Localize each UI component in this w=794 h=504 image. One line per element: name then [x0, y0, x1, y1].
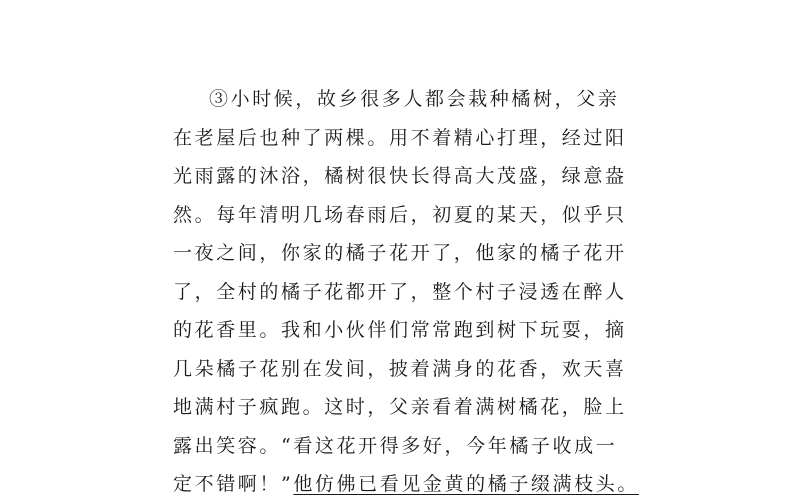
passage-line-10: 露出笑容。“看这花开得多好，今年橘子收成一 — [173, 434, 618, 457]
passage-line-4: 然。每年清明几场春雨后，初夏的某天，似乎只 — [173, 203, 627, 226]
passage-line-9: 地满村子疯跑。这时，父亲看着满树橘花，脸上 — [173, 396, 627, 418]
passage-line-6: 了，全村的橘子花都开了，整个村子浸透在醉人 — [173, 280, 627, 303]
passage-line-2: 在老屋后也种了两棵。用不着精心打理，经过阳 — [173, 126, 627, 149]
passage-line-1: ③小时候，故乡很多人都会栽种橘树，父亲 — [209, 88, 620, 110]
passage-line-7: 的花香里。我和小伙伴们常常跑到树下玩耍，摘 — [173, 319, 627, 341]
passage-line-3: 光雨露的沐浴，橘树很快长得高大茂盛，绿意盎 — [173, 165, 627, 187]
passage-line-11 — [173, 465, 639, 504]
passage-line-11-text: 定不错啊！” — [173, 473, 294, 495]
passage-line-8: 几朵橘子花别在发间，披着满身的花香，欢天喜 — [173, 357, 627, 380]
passage-paragraph-3 — [173, 80, 639, 504]
passage-line-5: 一夜之间，你家的橘子花开了，他家的橘子花开 — [173, 242, 627, 264]
underlined-sentence: 他仿佛已看见金黄的橘子缀满枝头。 — [293, 473, 639, 495]
